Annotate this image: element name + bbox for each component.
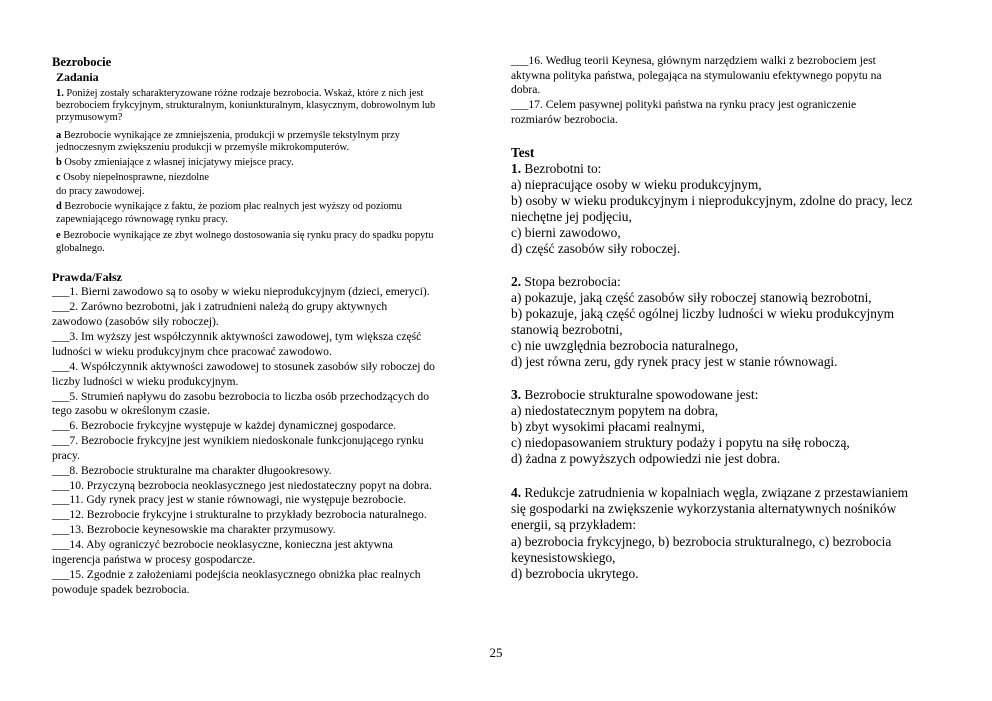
test-answer: b) pokazuje, jaką część ogólnej liczby ludności w wieku produkcyjnym xyxy=(511,306,895,321)
tf-line: ___8. Bezrobocie strukturalne ma charakter długookresowy. xyxy=(52,464,332,477)
tf-line: ingerencja państwa w procesy gospodarcze. xyxy=(52,553,256,566)
test-question-4: 4. Redukcje zatrudnienia w kopalniach węgla, związane z przestawianiem xyxy=(511,485,909,500)
tf-line: ___16. Według teorii Keynesa, głównym narzędziem walki z bezrobociem jest xyxy=(511,54,876,67)
task-intro-line: przymusowym? xyxy=(56,112,123,123)
task-intro-line: bezrobociem frykcyjnym, strukturalnym, koniunkturalnym, klasycznym, dobrowolnym lub xyxy=(56,100,436,111)
task-item-e: e Bezrobocie wynikające ze zbyt wolnego dostosowania się rynku pracy do spadku popytu xyxy=(56,230,434,241)
tf-line: ___14. Aby ograniczyć bezrobocie neoklasyczne, konieczna jest aktywna xyxy=(52,538,393,551)
test-answer: stanowią bezrobotni, xyxy=(511,322,623,337)
test-question-4-cont: się gospodarki na zwiększenie wykorzystania alternatywnych nośników xyxy=(511,501,897,516)
task-item-d: d Bezrobocie wynikające z faktu, że poziom płac realnych jest wyższy od poziomu xyxy=(56,201,402,212)
task-item-a: a Bezrobocie wynikające ze zmniejszenia, produkcji w przemyśle tekstylnym przy xyxy=(56,130,400,141)
test-answer: c) niedopasowaniem struktury podaży i popytu na siłę roboczą, xyxy=(511,435,850,450)
tf-line: dobra. xyxy=(511,83,541,96)
tf-line: rozmiarów bezrobocia. xyxy=(511,113,618,126)
tf-line: ___13. Bezrobocie keynesowskie ma charakter przymusowy. xyxy=(52,523,336,536)
tf-line: powoduje spadek bezrobocia. xyxy=(52,583,190,596)
tf-line: ___12. Bezrobocie frykcyjne i strukturalne to przykłady bezrobocia naturalnego. xyxy=(52,508,427,521)
tf-line: ___3. Im wyższy jest współczynnik aktywności zawodowej, tym większa część xyxy=(52,330,422,343)
test-answer: b) zbyt wysokimi płacami realnymi, xyxy=(511,419,705,434)
test-question-3: 3. Bezrobocie strukturalne spowodowane jest: xyxy=(511,387,759,402)
test-question-4-cont: energii, są przykładem: xyxy=(511,517,637,532)
test-answer: a) bezrobocia frykcyjnego, b) bezrobocia strukturalnego, c) bezrobocia xyxy=(511,534,892,549)
tf-line: ___5. Strumień napływu do zasobu bezrobocia to liczba osób przechodzących do xyxy=(52,390,430,403)
task-item-b: b Osoby zmieniające z własnej inicjatywy miejsce pracy. xyxy=(56,157,294,168)
task-item-a-cont: jednoczesnym zwiększeniu produkcji w przemyśle mikrokomputerów. xyxy=(56,142,350,153)
tf-line: zawodowo (zasobów siły roboczej). xyxy=(52,315,219,328)
test-question-1: 1. Bezrobotni to: xyxy=(511,161,602,176)
test-answer: b) osoby w wieku produkcyjnym i nieprodukcyjnym, zdolne do pracy, lecz xyxy=(511,193,913,208)
test-answer: d) bezrobocia ukrytego. xyxy=(511,566,639,581)
tf-line: ___17. Celem pasywnej polityki państwa na rynku pracy jest ograniczenie xyxy=(511,98,857,111)
tf-line: liczby ludności w wieku produkcyjnym. xyxy=(52,375,239,388)
test-answer: a) niedostatecznym popytem na dobra, xyxy=(511,403,719,418)
task-item-c-cont: do pracy zawodowej. xyxy=(56,186,145,197)
tf-line: ___6. Bezrobocie frykcyjne występuje w każdej dynamicznej gospodarce. xyxy=(52,419,397,432)
test-answer: c) nie uwzględnia bezrobocia naturalnego, xyxy=(511,338,739,353)
test-answer: keynesistowskiego, xyxy=(511,550,616,565)
task-item-c: c Osoby niepełnosprawne, niezdolne xyxy=(56,172,209,183)
prawda-falsz-heading: Prawda/Fałsz xyxy=(52,270,122,284)
tf-line: pracy. xyxy=(52,449,80,462)
test-question-2: 2. Stopa bezrobocia: xyxy=(511,274,621,289)
test-answer: c) bierni zawodowo, xyxy=(511,225,621,240)
tf-line: ___7. Bezrobocie frykcyjne jest wynikiem niedoskonale funkcjonującego rynku xyxy=(52,434,424,447)
test-answer: a) pokazuje, jaką część zasobów siły roboczej stanowią bezrobotni, xyxy=(511,290,872,305)
page-number: 25 xyxy=(489,645,503,660)
test-answer: d) część zasobów siły roboczej. xyxy=(511,241,681,256)
test-answer: a) niepracujące osoby w wieku produkcyjnym, xyxy=(511,177,762,192)
tf-line: aktywna polityka państwa, polegająca na stymulowaniu efektywnego popytu na xyxy=(511,69,882,82)
tf-line: tego zasobu w określonym czasie. xyxy=(52,404,211,417)
section-title: Bezrobocie xyxy=(52,55,112,69)
task-number: 1. xyxy=(56,88,64,99)
zadania-heading: Zadania xyxy=(56,70,99,84)
tf-line: ___4. Współczynnik aktywności zawodowej to stosunek zasobów siły roboczej do xyxy=(52,360,435,373)
tf-line: ludności w wieku produkcyjnym chce pracować zawodowo. xyxy=(52,345,332,358)
tf-line: ___1. Bierni zawodowo są to osoby w wieku nieprodukcyjnym (dzieci, emeryci). xyxy=(52,285,430,298)
task-item-d-cont: zapewniającego równowagę rynku pracy. xyxy=(56,214,228,225)
tf-line: ___10. Przyczyną bezrobocia neoklasycznego jest niedostateczny popyt na dobra. xyxy=(52,479,432,492)
tf-line: ___2. Zarówno bezrobotni, jak i zatrudnieni należą do grupy aktywnych xyxy=(52,300,388,313)
tf-line: ___15. Zgodnie z założeniami podejścia neoklasycznego obniżka płac realnych xyxy=(52,568,421,581)
tf-line: ___11. Gdy rynek pracy jest w stanie równowagi, nie występuje bezrobocie. xyxy=(52,493,407,506)
task-intro-line: 1. Poniżej zostały scharakteryzowane różne rodzaje bezrobocia. Wskaż, które z nich jest xyxy=(56,88,424,99)
test-heading: Test xyxy=(511,145,535,160)
test-answer: d) jest równa zeru, gdy rynek pracy jest w stanie równowagi. xyxy=(511,354,838,369)
test-answer: niechętne jej podjęciu, xyxy=(511,209,632,224)
task-item-e-cont: globalnego. xyxy=(56,243,105,254)
test-answer: d) żadna z powyższych odpowiedzi nie jest dobra. xyxy=(511,451,781,466)
